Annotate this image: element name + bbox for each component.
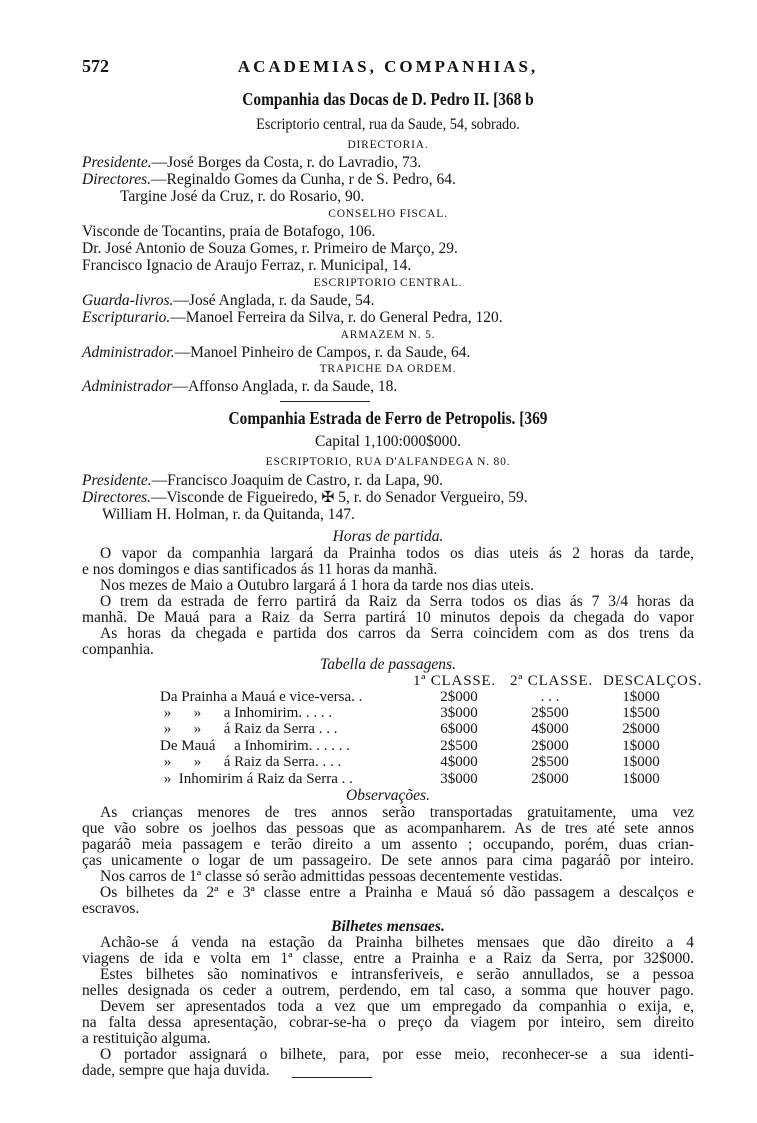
text-line: ças unicamente o logar de um passageiro. De sete annos para cima pagaráõ por inteiro. bbox=[82, 852, 694, 869]
value: —Manoel Ferreira da Silva, r. do General Pedra, 120. bbox=[170, 309, 503, 326]
value: —Visconde de Figueiredo, ✠ 5, r. do Senador Vergueiro, 59. bbox=[151, 489, 528, 506]
heading-horas: Horas de partida. bbox=[332, 528, 444, 545]
docas-guarda bbox=[82, 292, 694, 309]
value: —Reginaldo Gomes da Cunha, r de S. Pedro, 64. bbox=[151, 171, 456, 188]
text-line: As horas da chegada e partida dos carros da Serra coincidem com as dos trens da bbox=[100, 625, 694, 642]
fare-3: 1$000 bbox=[622, 754, 660, 770]
petropolis-capital: Capital 1,100:000$000. bbox=[315, 433, 461, 450]
docas-admin-2 bbox=[82, 378, 694, 395]
fare-3: 1$500 bbox=[622, 705, 660, 721]
heading-tabella: Tabella de passagens. bbox=[320, 656, 456, 673]
fare-3: 2$000 bbox=[622, 721, 660, 737]
label: Administrador bbox=[82, 378, 173, 395]
petropolis-presidente bbox=[82, 472, 694, 489]
text-line: Estes bilhetes são nominativos e intransferiveis, e serão annullados, se a pessoa bbox=[100, 966, 694, 983]
value: —José Anglada, r. da Saude, 54. bbox=[173, 292, 375, 309]
fare-2: 2$000 bbox=[531, 771, 569, 787]
text-line: Achão-se á venda na estação da Prainha bilhetes mensaes que dão direito a 4 bbox=[100, 934, 694, 951]
col-header: 2ª CLASSE. bbox=[510, 673, 593, 689]
text-line: Os bilhetes da 2ª e 3ª classe entre a Prainha e Mauá só dão passagem a descalços e bbox=[100, 884, 694, 901]
end-divider bbox=[292, 1077, 372, 1078]
text-line: Devem ser apresentados toda a vez que um empregado da companhia o exija, e, bbox=[100, 998, 694, 1015]
text-line: na falta dessa apresentação, cobrar-se-ha o preço da viagem por inteiro, sem direito bbox=[82, 1014, 694, 1031]
label: Guarda-livros. bbox=[82, 292, 174, 309]
text-line: O trem da estrada de ferro partirá da Raiz da Serra todos os dias ás 7 3/4 horas da bbox=[100, 593, 694, 610]
value: —Affonso Anglada, r. da Saude, 18. bbox=[172, 378, 398, 395]
text-line: manhã. De Mauá para a Raiz da Serra partirá 10 minutos depois da chegada do vapor bbox=[82, 609, 694, 626]
docas-escripturario bbox=[82, 309, 694, 326]
heading-directoria: DIRECTORIA. bbox=[347, 139, 429, 151]
label: Escripturario. bbox=[82, 309, 171, 326]
page-number: 572 bbox=[82, 56, 109, 76]
petropolis-directores bbox=[82, 489, 694, 506]
docas-presidente bbox=[82, 154, 694, 171]
heading-bilhetes: Bilhetes mensaes. bbox=[331, 918, 445, 935]
label: Administrador. bbox=[82, 344, 175, 361]
label: Presidente. bbox=[82, 472, 152, 489]
label: Presidente. bbox=[82, 154, 152, 171]
docas-directores-2: Targine José da Cruz, r. do Rosario, 90. bbox=[120, 188, 365, 205]
route: » » a Inhomirim. . . . . bbox=[160, 705, 333, 721]
docas-admin-1 bbox=[82, 344, 694, 361]
text-line: a restituição alguma. bbox=[82, 1030, 211, 1047]
petropolis-directores-2: William H. Holman, r. da Quitanda, 147. bbox=[102, 506, 355, 523]
petropolis-escriptorio: ESCRIPTORIO, RUA D'ALFANDEGA N. 80. bbox=[265, 456, 511, 468]
docas-address: Escriptorio central, rua da Saude, 54, sobrado. bbox=[256, 116, 520, 133]
route: » » á Raiz da Serra. . . . bbox=[160, 754, 342, 770]
fare-3: 1$000 bbox=[622, 689, 660, 705]
text-line: companhia. bbox=[82, 641, 154, 658]
heading-armazem: ARMAZEM N. 5. bbox=[340, 329, 436, 341]
value: —Manoel Pinheiro de Campos, r. da Saude, 64. bbox=[174, 344, 471, 361]
text-line: O portador assignará o bilhete, para, por esse meio, reconhecer-se a sua identi- bbox=[100, 1046, 694, 1063]
heading-conselho: CONSELHO FISCAL. bbox=[328, 208, 448, 220]
route: De Mauá a Inhomirim. . . . . . bbox=[160, 738, 350, 754]
heading-escriptorio: ESCRIPTORIO CENTRAL. bbox=[313, 277, 463, 289]
text-line: As crianças menores de tres annos serão transportadas gratuitamente, uma vez bbox=[100, 804, 694, 821]
fare-3: 1$000 bbox=[622, 738, 660, 754]
docas-directores bbox=[82, 171, 694, 188]
text-line: viagens de ida e volta em 1ª classe, entre a Prainha e a Raiz da Serra, por 32$000. bbox=[82, 950, 694, 967]
text-line: escravos. bbox=[82, 900, 140, 917]
col-header: 1ª CLASSE. bbox=[413, 673, 496, 689]
text-line: que vão sobre os joelhos das pessoas que as acompanharem. As de tres até sete annos bbox=[82, 820, 694, 837]
fare-1: 2$500 bbox=[440, 738, 478, 754]
text-line: dade, sempre que haja duvida. bbox=[82, 1062, 270, 1079]
route: » » á Raiz da Serra . . . bbox=[160, 721, 338, 737]
text-line: Nos mezes de Maio a Outubro largará á 1 hora da tarde nos dias uteis. bbox=[100, 577, 535, 594]
fare-1: 4$000 bbox=[440, 754, 478, 770]
section-divider bbox=[280, 401, 370, 402]
section-title-docas: Companhia das Docas de D. Pedro II. [368 b bbox=[242, 89, 534, 109]
fare-2: 2$000 bbox=[531, 738, 569, 754]
heading-trapiche: TRAPICHE DA ORDEM. bbox=[319, 363, 457, 375]
conselho-member: Francisco Ignacio de Araujo Ferraz, r. Municipal, 14. bbox=[82, 257, 412, 274]
text-line: pagaráõ meia passagem e terão direito a um assento ; occupando, porém, duas crian- bbox=[82, 836, 694, 853]
conselho-member: Visconde de Tocantins, praia de Botafogo, 106. bbox=[82, 223, 376, 240]
label: Directores. bbox=[82, 171, 152, 188]
fare-3: 1$000 bbox=[622, 771, 660, 787]
text-line: Nos carros de 1ª classe só serão admittidas pessoas decentemente vestidas. bbox=[100, 868, 563, 885]
fare-2: . . . bbox=[540, 689, 560, 705]
fare-1: 3$000 bbox=[440, 705, 478, 721]
label: Directores. bbox=[82, 489, 152, 506]
fare-2: 2$500 bbox=[531, 754, 569, 770]
section-title-petropolis: Companhia Estrada de Ferro de Petropolis. [369 bbox=[228, 408, 548, 428]
text-line: nelles designada os ceder a outrem, perdendo, em tal caso, a somma que houver pago. bbox=[82, 982, 694, 999]
value: —José Borges da Costa, r. do Lavradio, 73. bbox=[151, 154, 422, 171]
fare-1: 2$000 bbox=[440, 689, 478, 705]
fare-2: 2$500 bbox=[531, 705, 569, 721]
route: Da Prainha a Mauá e vice-versa. . bbox=[160, 689, 363, 705]
value: —Francisco Joaquim de Castro, r. da Lapa, 90. bbox=[151, 472, 444, 489]
text-line: O vapor da companhia largará da Prainha todos os dias uteis ás 2 horas da tarde, bbox=[100, 545, 694, 562]
route: » Inhomirim á Raiz da Serra . . bbox=[160, 771, 353, 787]
fare-1: 6$000 bbox=[440, 721, 478, 737]
fare-1: 3$000 bbox=[440, 771, 478, 787]
text-line: e nos domingos e dias santificados ás 11 horas da manhã. bbox=[82, 561, 438, 578]
conselho-member: Dr. José Antonio de Souza Gomes, r. Primeiro de Março, 29. bbox=[82, 240, 458, 257]
heading-observacoes: Observações. bbox=[346, 787, 430, 804]
fare-2: 4$000 bbox=[531, 721, 569, 737]
col-header: DESCALÇOS. bbox=[603, 673, 703, 689]
running-title: ACADEMIAS, COMPANHIAS, bbox=[237, 57, 539, 76]
